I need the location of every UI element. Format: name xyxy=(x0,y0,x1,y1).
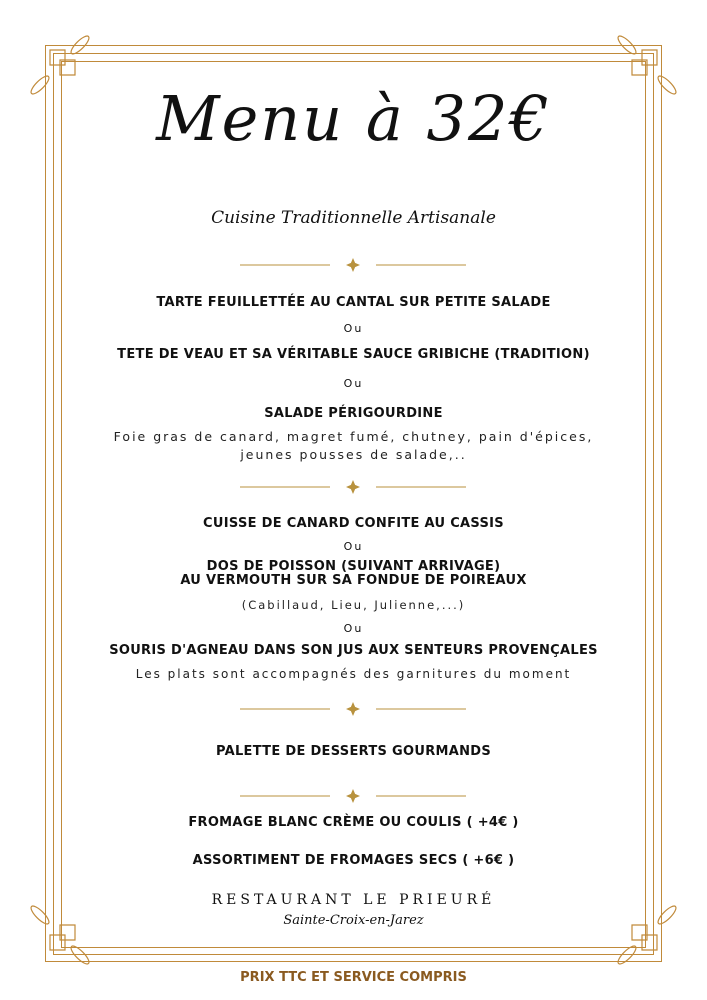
starter-3-desc: jeunes pousses de salade,.. xyxy=(240,447,467,462)
restaurant-town: Sainte-Croix-en-Jarez xyxy=(283,913,424,928)
divider-star-icon xyxy=(240,789,466,803)
menu-title: Menu à 32€ xyxy=(156,82,551,155)
starter-1: TARTE FEUILLETTÉE AU CANTAL SUR PETITE SALADE xyxy=(156,295,551,310)
main-3: SOURIS D'AGNEAU DANS SON JUS AUX SENTEURS PROVENÇALES xyxy=(109,643,598,658)
divider-star-icon xyxy=(240,480,466,494)
main-1: CUISSE DE CANARD CONFITE AU CASSIS xyxy=(203,516,504,531)
divider-star-icon xyxy=(240,702,466,716)
restaurant-name: RESTAURANT LE PRIEURÉ xyxy=(211,892,496,908)
divider-star-icon xyxy=(240,258,466,272)
menu-subtitle: Cuisine Traditionnelle Artisanale xyxy=(211,208,496,228)
main-2-desc: (Cabillaud, Lieu, Julienne,...) xyxy=(241,598,466,612)
corner-ornament-icon xyxy=(25,900,95,970)
or-label: Ou xyxy=(343,622,364,635)
starter-3: SALADE PÉRIGOURDINE xyxy=(264,406,443,421)
starter-2: TETE DE VEAU ET SA VÉRITABLE SAUCE GRIBICHE (TRADITION) xyxy=(117,347,590,362)
price-note: PRIX TTC ET SERVICE COMPRIS xyxy=(240,970,467,985)
starter-3-desc: Foie gras de canard, magret fumé, chutney, pain d'épices, xyxy=(113,429,594,444)
mains-note: Les plats sont accompagnés des garnitures du moment xyxy=(135,667,572,681)
main-2-line1: DOS DE POISSON (SUIVANT ARRIVAGE) xyxy=(206,559,501,574)
extra-2: ASSORTIMENT DE FROMAGES SECS ( +6€ ) xyxy=(192,853,515,868)
extra-1: FROMAGE BLANC CRÈME OU COULIS ( +4€ ) xyxy=(188,815,519,830)
corner-ornament-icon xyxy=(612,900,682,970)
or-label: Ou xyxy=(343,540,364,553)
dessert: PALETTE DE DESSERTS GOURMANDS xyxy=(215,744,492,759)
main-2-line2: AU VERMOUTH SUR SA FONDUE DE POIREAUX xyxy=(180,573,527,588)
or-label: Ou xyxy=(343,377,364,390)
or-label: Ou xyxy=(343,322,364,335)
